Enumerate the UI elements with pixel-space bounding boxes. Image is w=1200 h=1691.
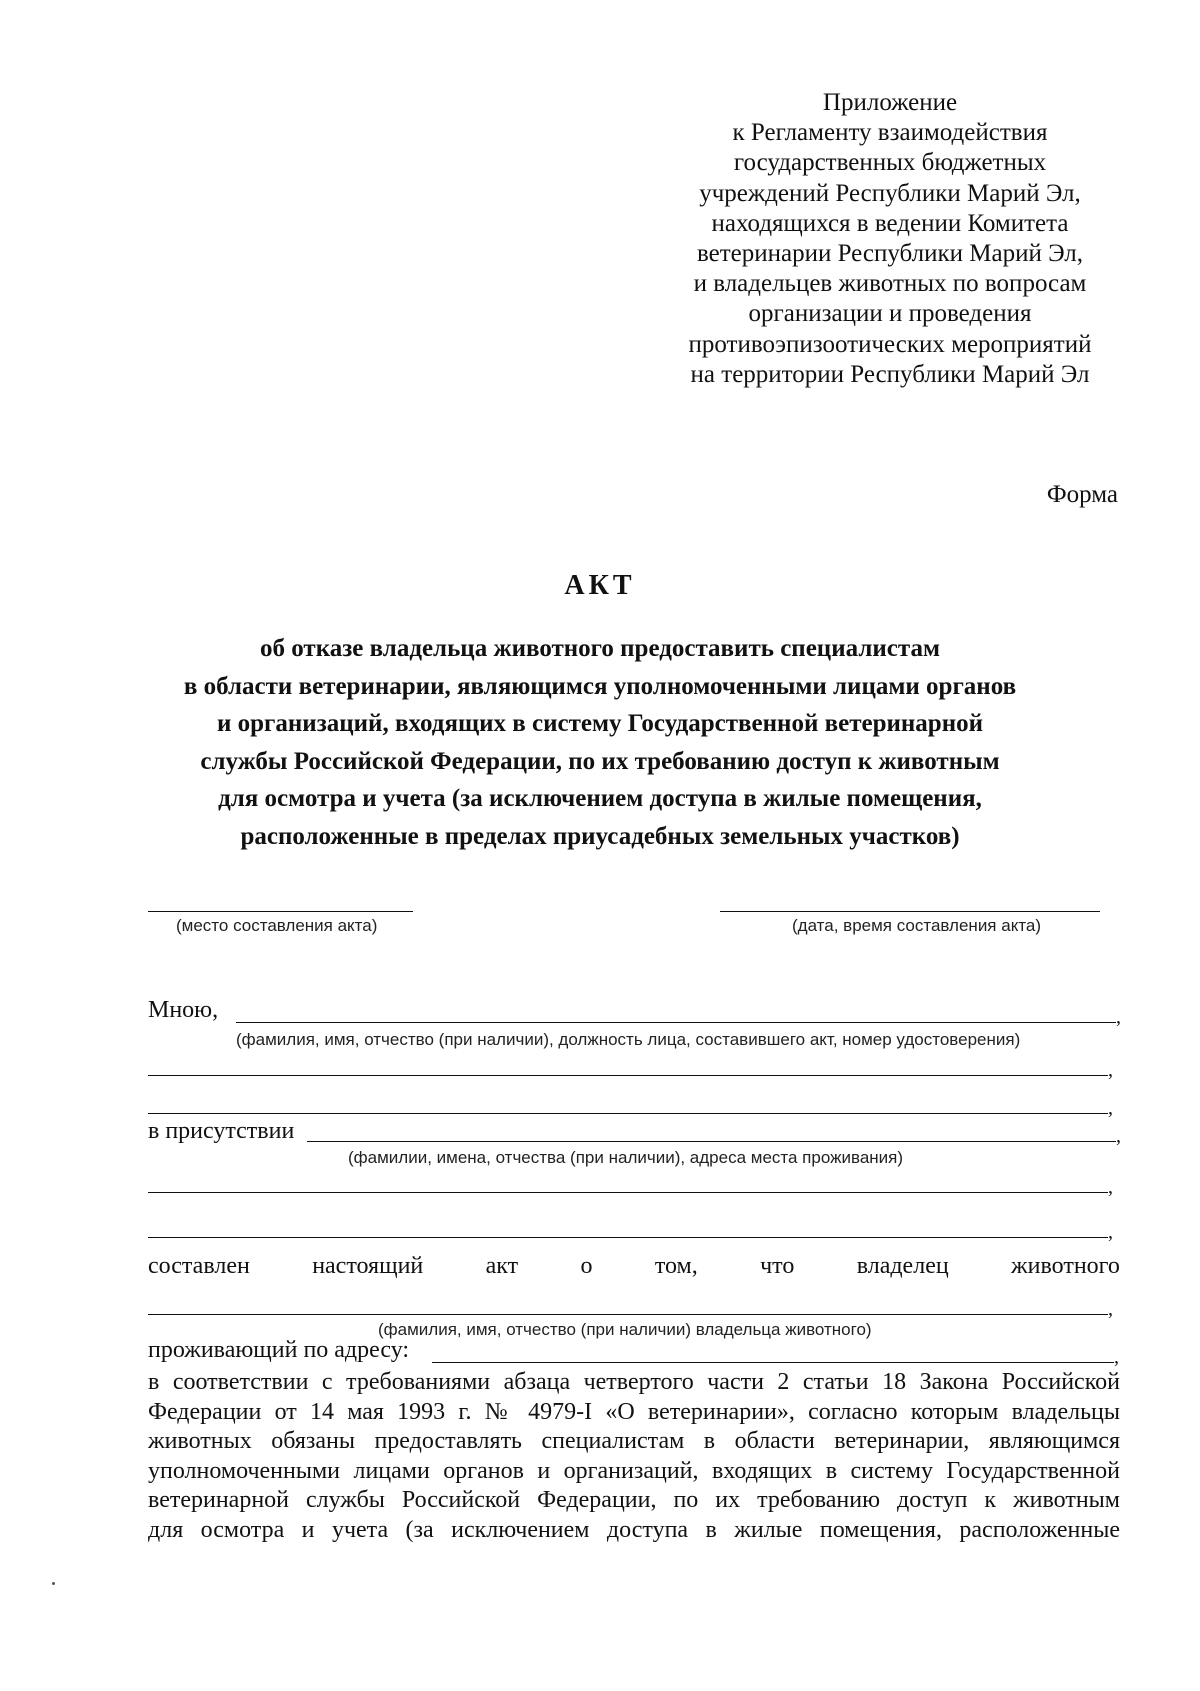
owner-caption: (фамилия, имя, отчество (при наличии) владельца животного) — [378, 1320, 872, 1339]
appendix-line: организации и проведения — [748, 300, 1032, 328]
comma: , — [1116, 1006, 1121, 1028]
appendix-header — [640, 88, 1140, 390]
presence-label: в присутствии — [148, 1118, 295, 1144]
document-title: АКТ — [564, 570, 636, 601]
by-me-label: Мною, — [148, 997, 219, 1023]
statement-word: владелец — [856, 1253, 949, 1279]
appendix-line: ветеринарии Республики Марий Эл, — [696, 240, 1084, 268]
appendix-line: к Регламенту взаимодействия — [732, 119, 1048, 147]
appendix-line: и владельцев животных по вопросам — [693, 270, 1087, 298]
by-me-field-line-3[interactable] — [148, 1113, 1108, 1114]
body-paragraph — [148, 1368, 1120, 1545]
appendix-line: учреждений Республики Марий Эл, — [699, 179, 1081, 207]
appendix-line: противоэпизоотических мероприятий — [688, 330, 1092, 358]
body-line: в соответствии с требованиями абзаца четвертого части 2 статьи 18 Закона Российской — [148, 1369, 1120, 1395]
form-label: Форма — [1046, 481, 1118, 508]
scan-speck — [52, 1582, 55, 1585]
by-me-field-line[interactable] — [236, 1022, 1116, 1023]
statement-word: настоящий — [312, 1253, 424, 1279]
statement-word: животного — [1011, 1253, 1120, 1279]
presence-field-line[interactable] — [307, 1141, 1116, 1142]
address-field-line[interactable] — [432, 1362, 1114, 1363]
document-subtitle — [130, 630, 1070, 855]
statement-row — [148, 1253, 1120, 1280]
comma: , — [1108, 1176, 1113, 1198]
comma: , — [1108, 1221, 1113, 1243]
statement-word: что — [760, 1253, 795, 1279]
body-line: для осмотра и учета (за исключением доступа в жилые помещения, расположенные — [148, 1516, 1120, 1543]
presence-field-line-2[interactable] — [148, 1192, 1108, 1193]
subtitle-line: об отказе владельца животного предоставить специалистам — [260, 635, 940, 662]
body-line: уполномоченными лицами органов и организаций, входящих в систему Государственной — [148, 1457, 1120, 1484]
place-field-line[interactable] — [148, 911, 413, 912]
body-line: ветеринарной службы Российской Федерации, по их требованию доступ к животным — [148, 1487, 1120, 1513]
owner-field-line[interactable] — [148, 1314, 1108, 1315]
comma: , — [1108, 1097, 1113, 1119]
appendix-line: государственных бюджетных — [733, 149, 1047, 177]
appendix-line: на территории Республики Марий Эл — [690, 360, 1090, 388]
subtitle-line: в области ветеринарии, являющимся уполномоченными лицами органов — [183, 672, 1017, 700]
by-me-field-line-2[interactable] — [148, 1075, 1108, 1076]
place-caption: (место составления акта) — [176, 916, 378, 935]
statement-word: о — [580, 1253, 593, 1279]
comma: , — [1116, 1125, 1121, 1147]
subtitle-line: расположенные в пределах приусадебных земельных участков) — [240, 822, 960, 850]
presence-caption: (фамилии, имена, отчества (при наличии), адреса места проживания) — [348, 1148, 904, 1167]
body-line: Федерации от 14 мая 1993 г. № 4979-I «О ветеринарии», согласно которым владельцы — [148, 1398, 1120, 1425]
appendix-line: Приложение — [822, 89, 958, 116]
date-field-line[interactable] — [720, 911, 1100, 912]
subtitle-line: службы Российской Федерации, по их требованию доступ к животным — [200, 747, 1000, 775]
comma: , — [1114, 1346, 1119, 1368]
presence-field-line-3[interactable] — [148, 1237, 1108, 1238]
body-line: животных обязаны предоставлять специалистам в области ветеринарии, являющимся — [148, 1428, 1120, 1454]
address-label: проживающий по адресу: — [148, 1337, 410, 1363]
appendix-line: находящихся в ведении Комитета — [711, 209, 1069, 237]
subtitle-line: и организаций, входящих в систему Государственной ветеринарной — [216, 710, 984, 737]
date-caption: (дата, время составления акта) — [792, 916, 1042, 935]
statement-word: том, — [654, 1253, 698, 1279]
subtitle-line: для осмотра и учета (за исключением доступа в жилые помещения, — [218, 785, 982, 812]
statement-word: составлен — [148, 1253, 250, 1279]
statement-word: акт — [485, 1253, 519, 1279]
comma: , — [1108, 1059, 1113, 1081]
comma: , — [1108, 1298, 1113, 1320]
by-me-caption: (фамилия, имя, отчество (при наличии), должность лица, составившего акт, номер удостоверения) — [236, 1030, 1021, 1049]
